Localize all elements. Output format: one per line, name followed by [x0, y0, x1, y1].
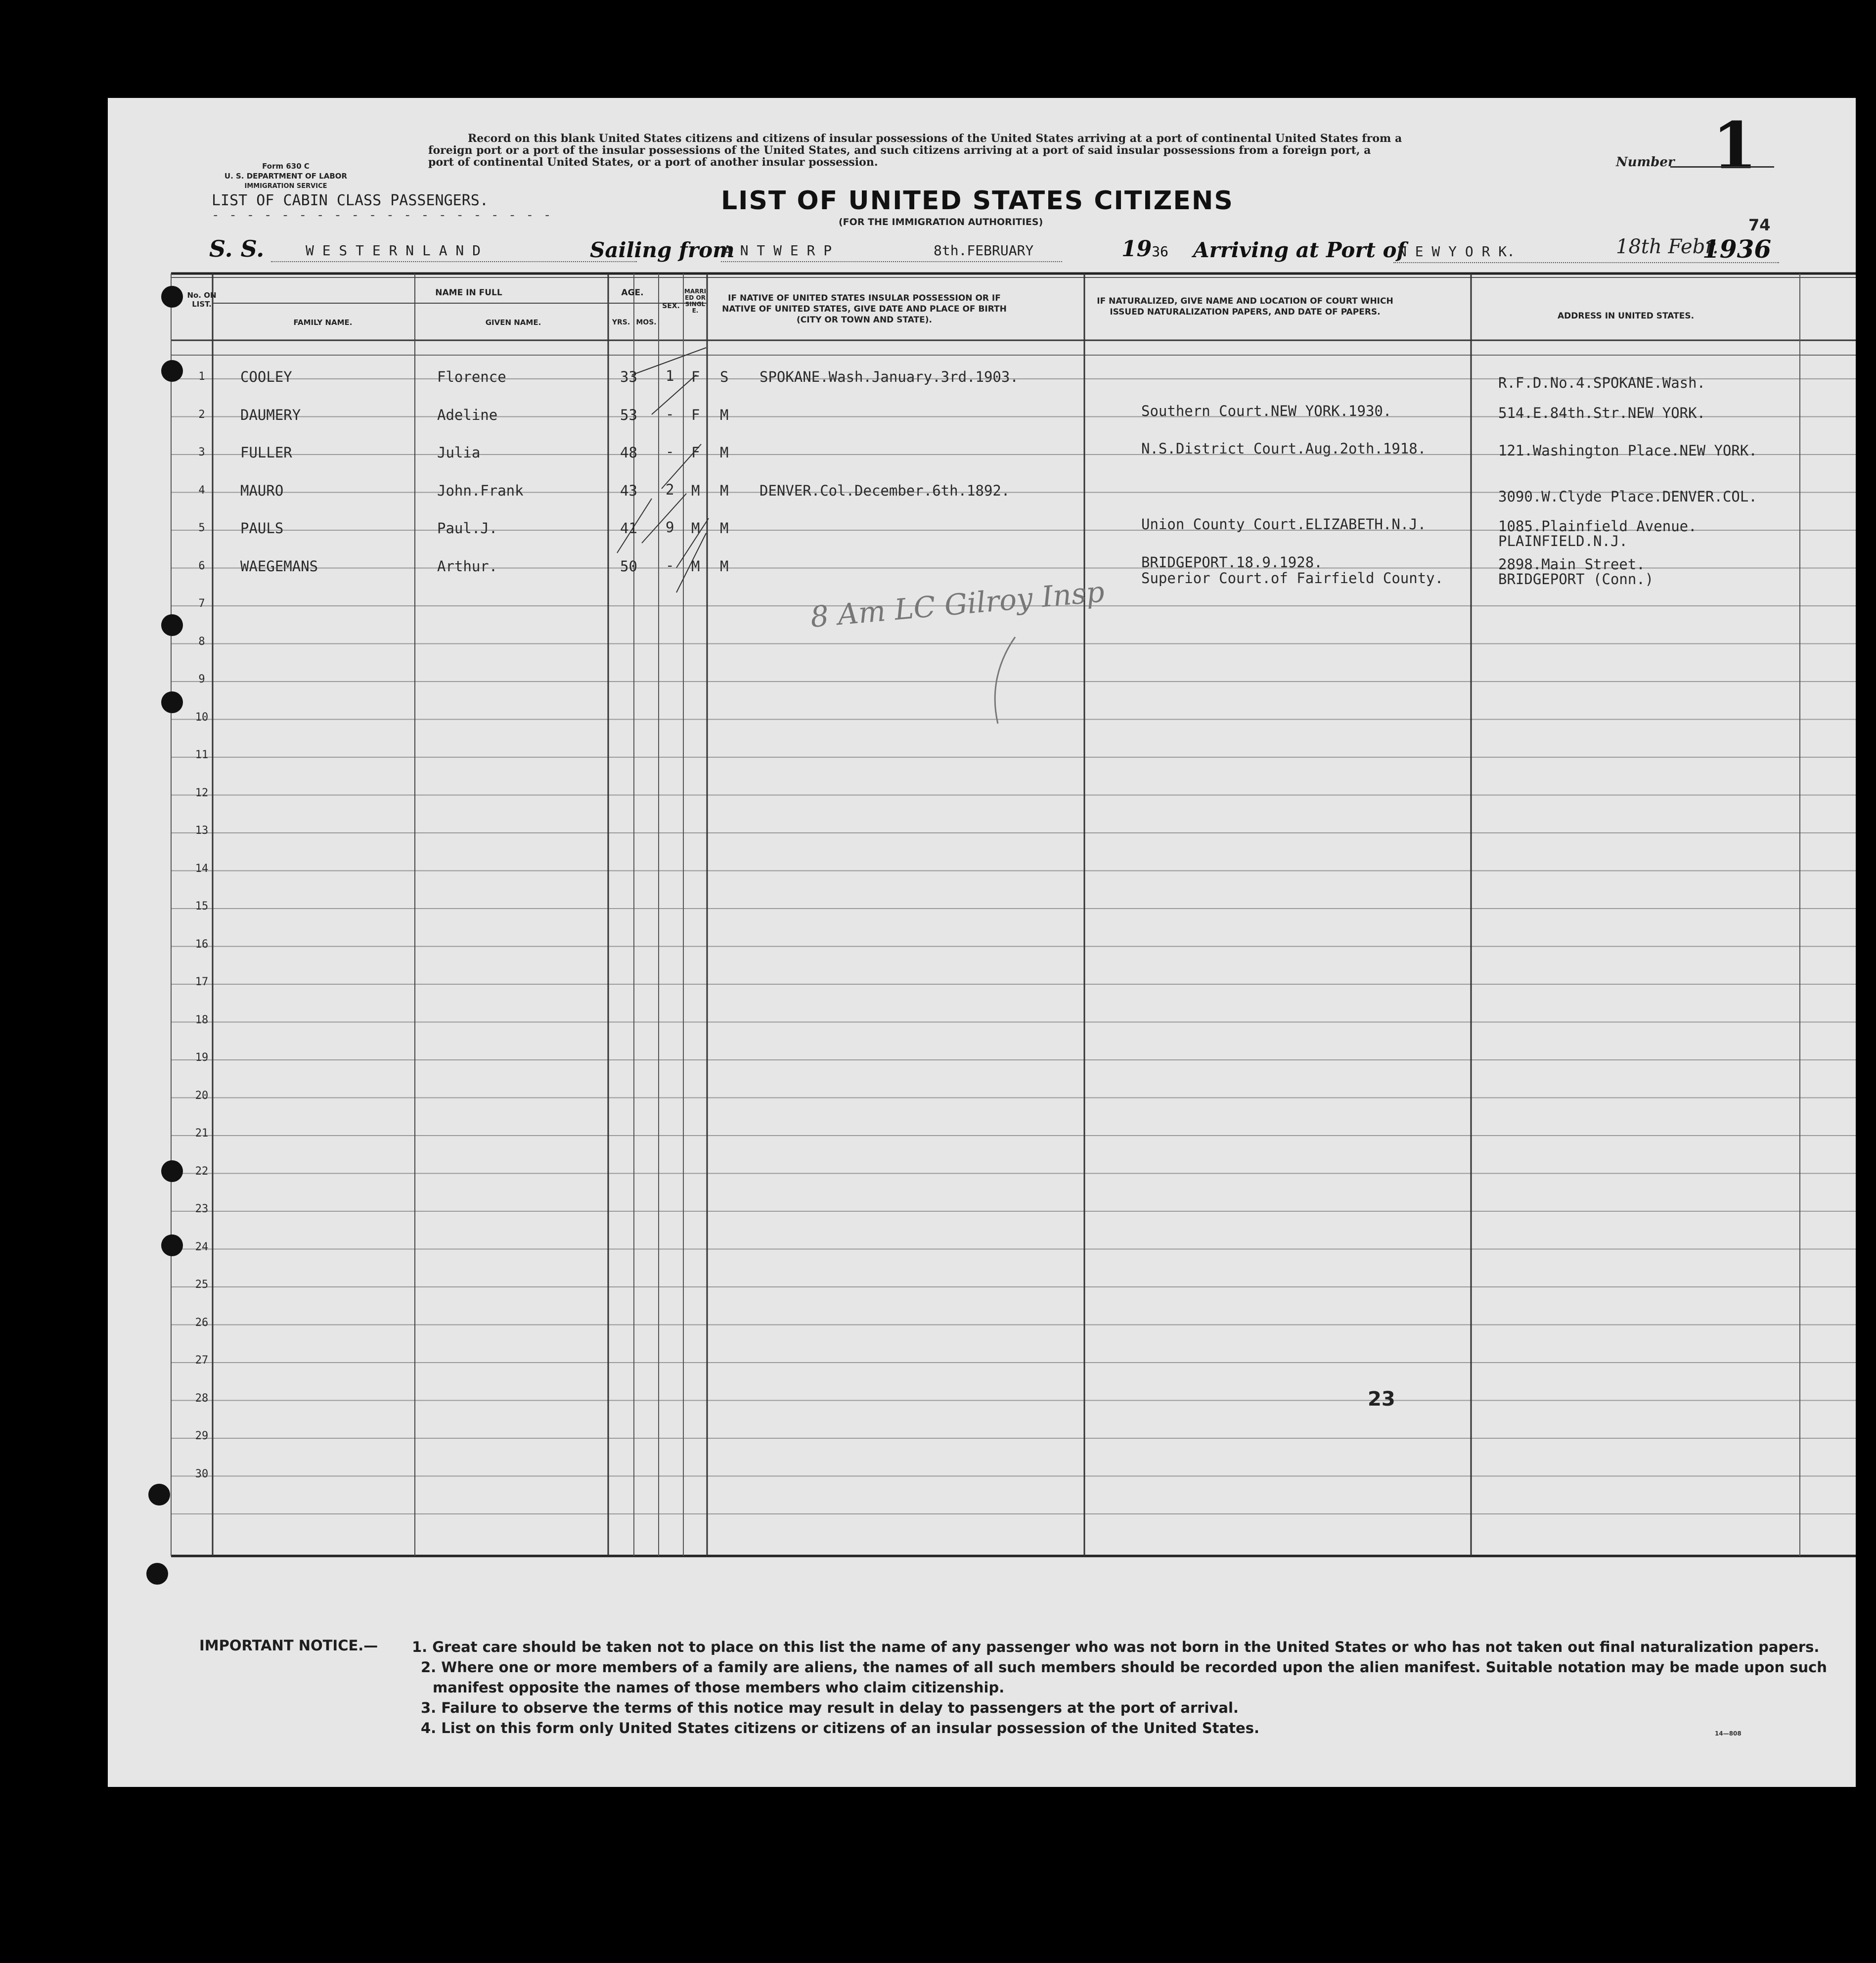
- instruction-line: foreign port or a port of the insular possessions of the United States, and such citizens arriving at a port of said insular possessions from a foreign port, a: [428, 144, 1371, 157]
- age-years-cell: 41: [620, 520, 637, 537]
- form-grid: [108, 98, 1856, 1787]
- from-port: A N T W E R P: [723, 242, 832, 259]
- stamp-count: 23: [1368, 1388, 1395, 1411]
- punch-hole: [146, 1563, 168, 1585]
- col-header-given-name: GIVEN NAME.: [485, 318, 541, 327]
- arriving-label: Arriving at Port of: [1193, 238, 1406, 262]
- naturalization-cell: Southern Court.NEW YORK.1930.: [1141, 402, 1392, 419]
- row-number: 24: [195, 1240, 209, 1253]
- row-number: 19: [195, 1051, 209, 1064]
- given-name-cell: Julia: [437, 444, 481, 461]
- punch-hole: [161, 1234, 183, 1256]
- row-number: 29: [195, 1430, 209, 1442]
- number-label: Number: [1616, 155, 1675, 170]
- row-number: 28: [195, 1392, 209, 1405]
- age-months-cell: 9: [666, 519, 674, 536]
- page-number: 74: [1748, 216, 1771, 234]
- notice-label: IMPORTANT NOTICE.—: [199, 1637, 378, 1654]
- notice-item: 2. Where one or more members of a family are aliens, the names of all such members should be recorded upon the alien manifest. Suitable notation may be made upon such: [421, 1659, 1827, 1676]
- year-prefix: 19: [1121, 236, 1152, 262]
- notice-item: 1. Great care should be taken not to place on this list the name of any passenger who was not born in the United States or who has not taken out final naturalization papers.: [412, 1639, 1820, 1655]
- notice-item: manifest opposite the names of those members who claim citizenship.: [433, 1679, 1005, 1696]
- row-number: 10: [195, 711, 209, 724]
- sex-cell: F: [691, 444, 700, 461]
- row-number: 21: [195, 1127, 209, 1140]
- given-name-cell: Arthur.: [437, 557, 498, 575]
- sail-date: 8th.FEBRUARY: [934, 242, 1034, 259]
- row-number: 30: [195, 1467, 209, 1480]
- sex-cell: F: [691, 406, 700, 423]
- col-header-married: MARRIED OR SINGLE.: [684, 288, 707, 314]
- punch-hole: [161, 614, 183, 636]
- instruction-line: port of continental United States, or a port of another insular possession.: [428, 156, 878, 169]
- col-header-name-in-full: NAME IN FULL: [435, 288, 502, 298]
- given-name-cell: John.Frank: [437, 482, 524, 499]
- marital-status-cell: M: [720, 482, 729, 499]
- row-number: 13: [195, 824, 209, 837]
- row-number: 11: [195, 749, 209, 761]
- punch-hole: [161, 360, 183, 382]
- naturalization-cell-line2: Superior Court.of Fairfield County.: [1141, 569, 1444, 587]
- col-header-yrs: YRS.: [612, 319, 630, 326]
- sailing-label: Sailing from: [590, 238, 735, 262]
- row-number: 2: [198, 408, 205, 421]
- given-name-cell: Adeline: [437, 406, 498, 423]
- list-type-underline: - - - - - - - - - - - - - - - - - - - -: [212, 208, 552, 223]
- punch-hole: [161, 1160, 183, 1182]
- inspector-note: 8 Am LC Gilroy Insp: [809, 575, 1106, 634]
- row-number: 5: [198, 522, 205, 534]
- col-header-no: No. ON LIST.: [187, 291, 217, 309]
- arrival-date: 18th Febr.: [1616, 235, 1719, 258]
- family-name-cell: DAUMERY: [240, 406, 301, 423]
- age-months-cell: -: [666, 405, 674, 422]
- ship-name: W E S T E R N L A N D: [306, 242, 481, 259]
- row-number: 20: [195, 1089, 209, 1102]
- age-months-cell: -: [666, 443, 674, 460]
- naturalization-cell: BRIDGEPORT.18.9.1928.: [1141, 553, 1323, 571]
- col-header-mos: MOS.: [636, 319, 657, 326]
- marital-status-cell: M: [720, 444, 729, 461]
- birthplace-cell: SPOKANE.Wash.January.3rd.1903.: [759, 368, 1019, 385]
- year-suffix: 36: [1152, 243, 1168, 260]
- address-cell: 1085.Plainfield Avenue.: [1498, 518, 1697, 535]
- age-months-cell: -: [666, 556, 674, 574]
- punch-hole: [161, 286, 183, 308]
- row-number: 9: [198, 673, 205, 685]
- col-header-naturalized: IF NATURALIZED, GIVE NAME AND LOCATION OF COURT WHICH ISSUED NATURALIZATION PAPERS, AND DATE OF PAPERS.: [1097, 296, 1393, 317]
- row-number: 27: [195, 1354, 209, 1367]
- ss-label: S. S.: [209, 235, 265, 262]
- age-years-cell: 53: [620, 406, 637, 423]
- sex-cell: F: [691, 368, 700, 385]
- address-cell-line2: BRIDGEPORT (Conn.): [1498, 570, 1654, 588]
- print-code: 14—808: [1715, 1730, 1742, 1737]
- family-name-cell: WAEGEMANS: [240, 557, 318, 575]
- arrival-port: N E W Y O R K.: [1398, 243, 1516, 260]
- family-name-cell: PAULS: [240, 520, 284, 537]
- col-header-family-name: FAMILY NAME.: [293, 318, 353, 327]
- manifest-sheet: [108, 98, 1856, 1787]
- age-years-cell: 33: [620, 368, 637, 385]
- col-header-sex: SEX.: [662, 302, 680, 310]
- age-months-cell: 1: [666, 367, 674, 384]
- row-number: 22: [195, 1165, 209, 1178]
- sex-cell: M: [691, 482, 700, 499]
- pen-stroke: [642, 494, 686, 543]
- col-header-native: IF NATIVE OF UNITED STATES INSULAR POSSESSION OR IF NATIVE OF UNITED STATES, GIVE DATE AND PLACE OF BIRTH (CITY OR TOWN AND STATE).: [722, 293, 1007, 325]
- address-cell: R.F.D.No.4.SPOKANE.Wash.: [1498, 374, 1706, 391]
- department: U. S. DEPARTMENT OF LABOR: [224, 172, 348, 181]
- marital-status-cell: S: [720, 368, 729, 385]
- age-years-cell: 50: [620, 557, 637, 575]
- col-header-age: AGE.: [621, 288, 644, 298]
- address-cell: 3090.W.Clyde Place.DENVER.COL.: [1498, 488, 1757, 505]
- notice-item: 3. Failure to observe the terms of this notice may result in delay to passengers at the port of arrival.: [421, 1699, 1239, 1716]
- row-number: 14: [195, 862, 209, 875]
- instruction-line: Record on this blank United States citizens and citizens of insular possessions of the United States arriving at a port of continental United States from a: [468, 132, 1402, 145]
- address-cell-line2: PLAINFIELD.N.J.: [1498, 533, 1628, 549]
- col-header-address: ADDRESS IN UNITED STATES.: [1557, 311, 1695, 321]
- family-name-cell: COOLEY: [240, 368, 292, 385]
- row-number: 25: [195, 1278, 209, 1291]
- list-type: LIST OF CABIN CLASS PASSENGERS.: [212, 192, 489, 209]
- row-number: 17: [195, 976, 209, 988]
- marital-status-cell: M: [720, 406, 729, 423]
- handwriting-stroke: [988, 632, 1027, 731]
- row-number: 15: [195, 900, 209, 913]
- number-value: 1: [1712, 108, 1757, 183]
- family-name-cell: MAURO: [240, 482, 284, 499]
- page-title: LIST OF UNITED STATES CITIZENS: [721, 186, 1234, 216]
- age-years-cell: 48: [620, 444, 637, 461]
- punch-hole: [148, 1484, 170, 1506]
- row-number: 16: [195, 938, 209, 951]
- age-years-cell: 43: [620, 482, 637, 499]
- row-number: 18: [195, 1013, 209, 1026]
- naturalization-cell: N.S.District Court.Aug.2oth.1918.: [1141, 440, 1427, 457]
- given-name-cell: Paul.J.: [437, 520, 498, 537]
- marital-status-cell: M: [720, 520, 729, 537]
- row-number: 1: [198, 370, 205, 383]
- row-number: 8: [198, 635, 205, 648]
- sex-cell: M: [691, 520, 700, 537]
- page-subtitle: (FOR THE IMMIGRATION AUTHORITIES): [839, 217, 1043, 228]
- address-cell: 2898.Main Street.: [1498, 555, 1645, 573]
- sex-cell: M: [691, 557, 700, 575]
- notice-item: 4. List on this form only United States citizens or citizens of an insular possession of the United States.: [421, 1720, 1259, 1736]
- notice-items: [412, 1637, 1827, 1738]
- form-number: Form 630 C: [262, 162, 310, 171]
- given-name-cell: Florence: [437, 368, 506, 385]
- row-number: 4: [198, 484, 205, 497]
- naturalization-cell: Union County Court.ELIZABETH.N.J.: [1141, 516, 1427, 533]
- row-number: 6: [198, 559, 205, 572]
- row-number: 7: [198, 597, 205, 610]
- row-number: 3: [198, 446, 205, 458]
- age-months-cell: 2: [666, 481, 674, 498]
- birthplace-cell: DENVER.Col.December.6th.1892.: [759, 482, 1010, 499]
- address-cell: 121.Washington Place.NEW YORK.: [1498, 442, 1757, 459]
- family-name-cell: FULLER: [240, 444, 292, 461]
- address-cell: 514.E.84th.Str.NEW YORK.: [1498, 404, 1706, 421]
- row-number: 12: [195, 786, 209, 799]
- row-number: 23: [195, 1203, 209, 1215]
- punch-hole: [161, 691, 183, 713]
- arrival-year: 1936: [1702, 234, 1772, 264]
- row-number: 26: [195, 1316, 209, 1329]
- marital-status-cell: M: [720, 557, 729, 575]
- service: IMMIGRATION SERVICE: [244, 183, 327, 190]
